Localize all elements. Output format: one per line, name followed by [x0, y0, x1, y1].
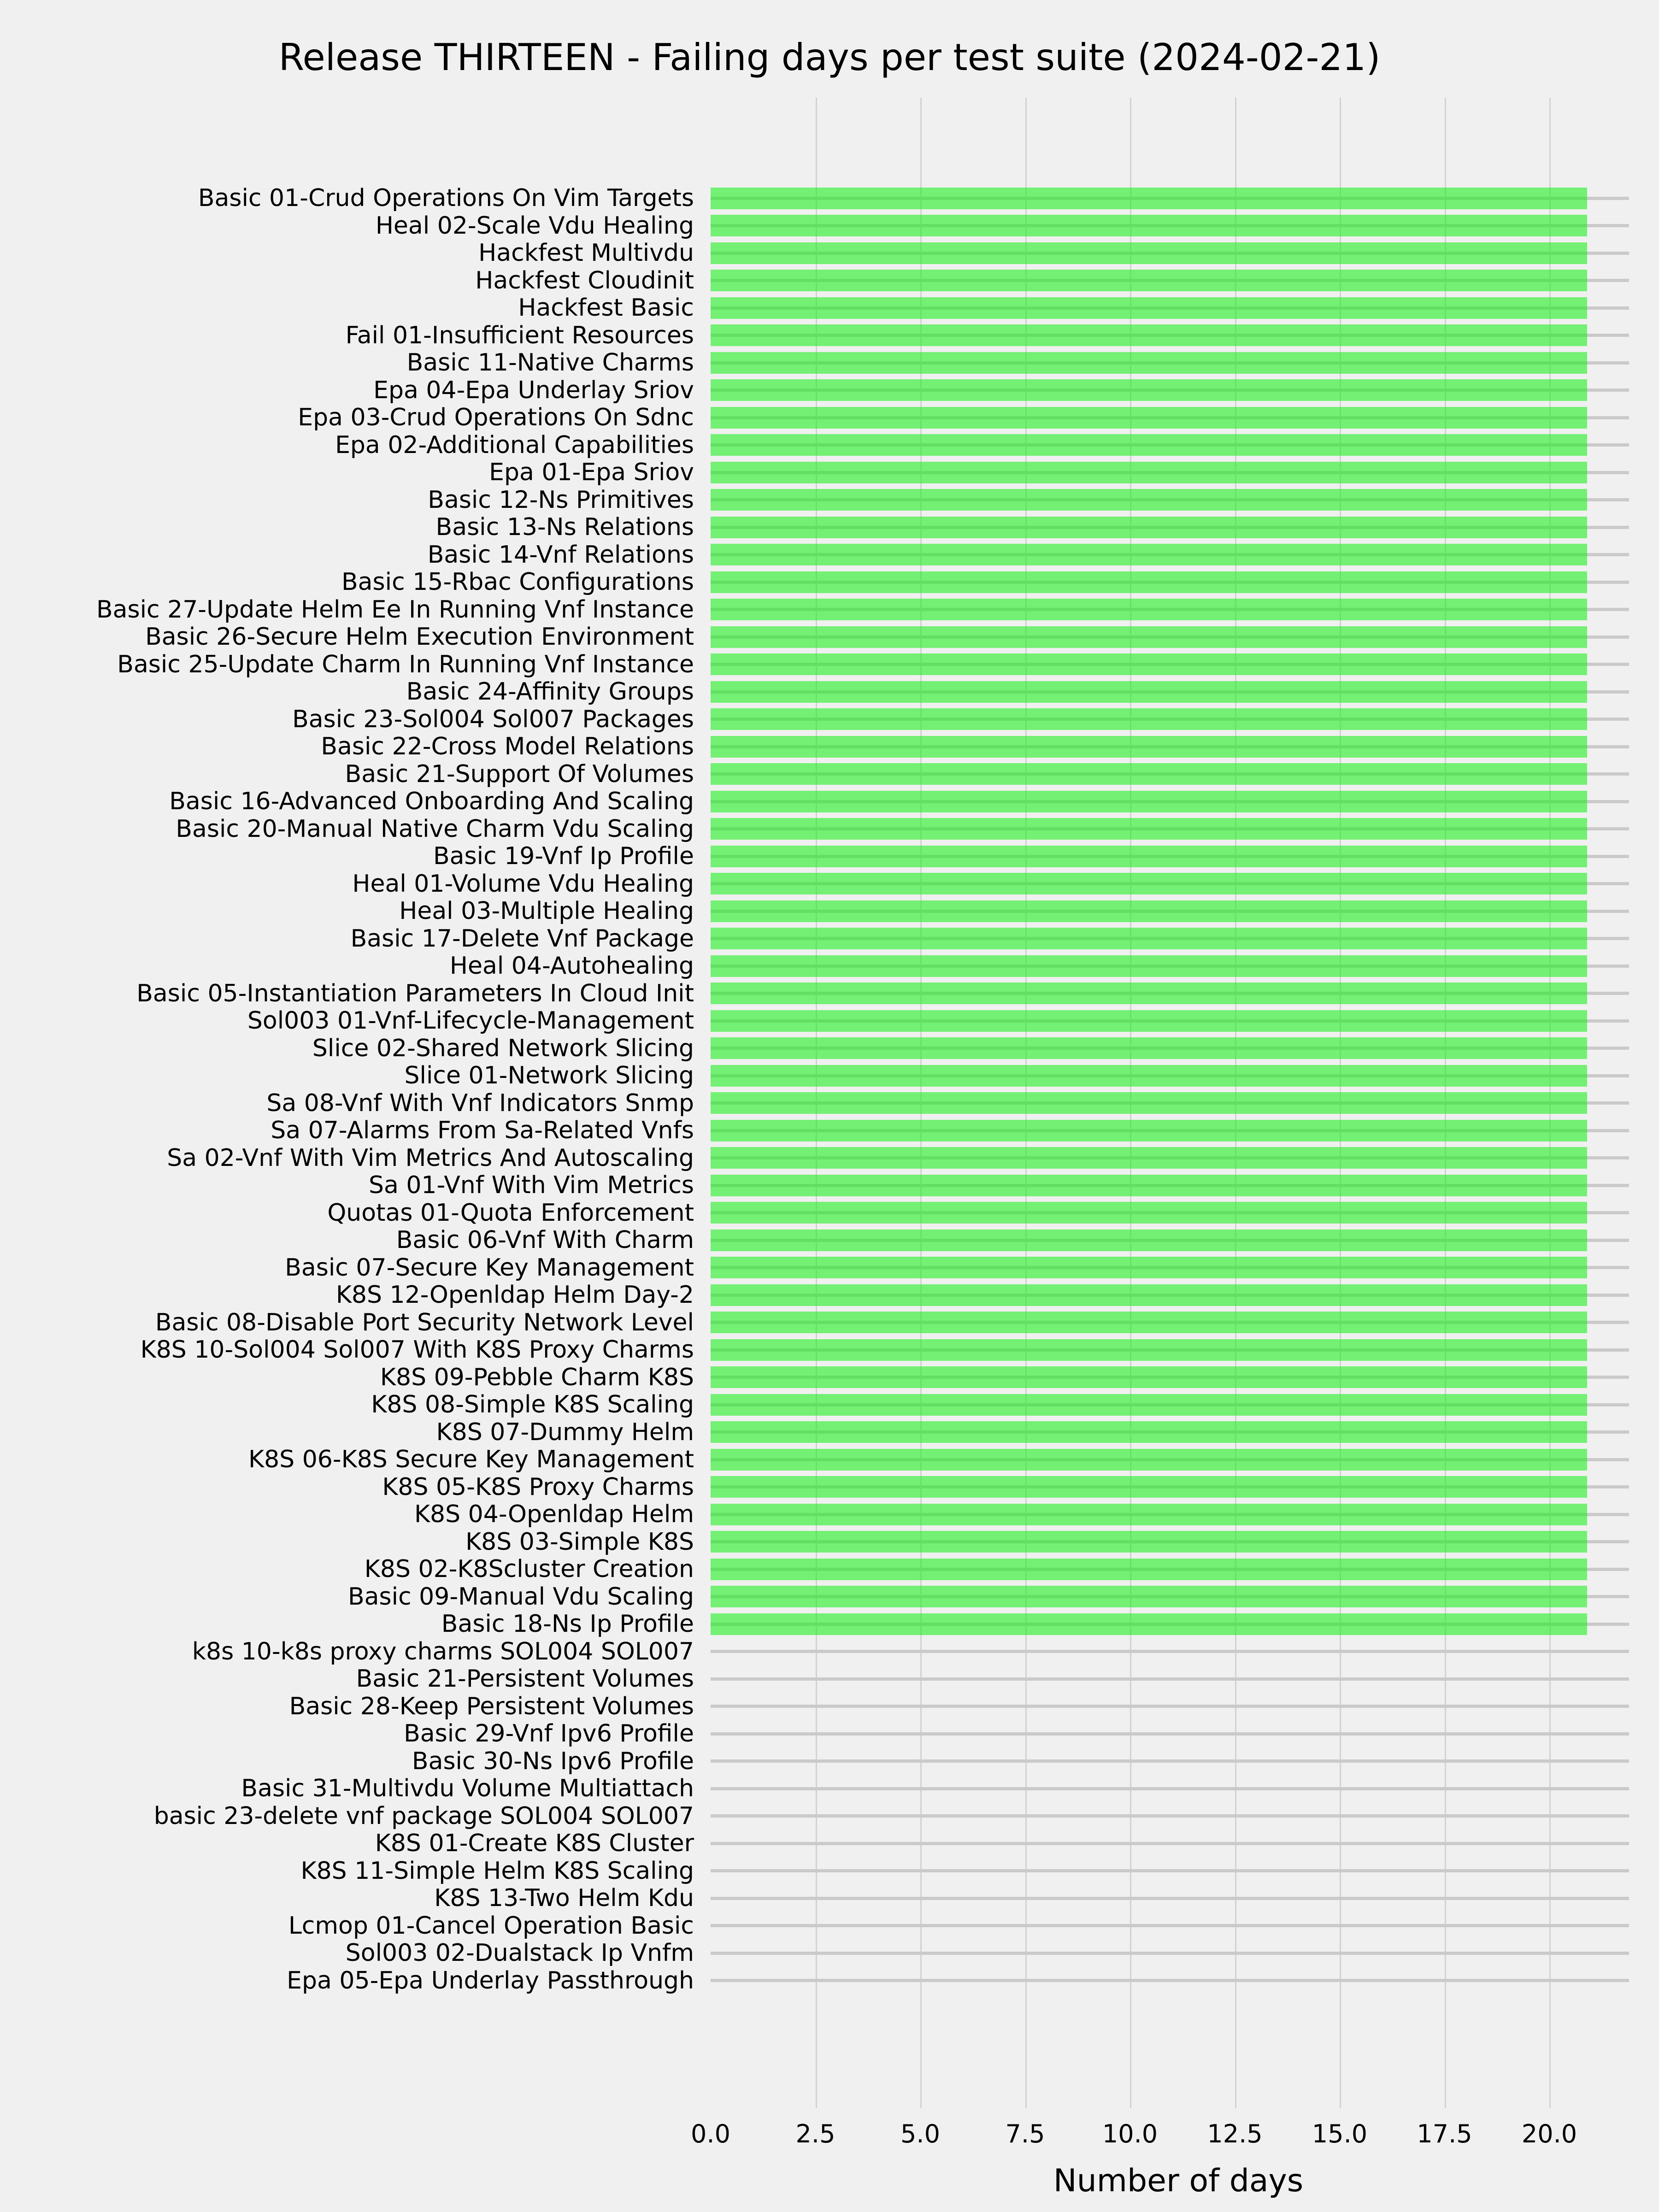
y-tick-label: Epa 03-Crud Operations On Sdnc [298, 404, 694, 431]
y-tick-label: Epa 01-Epa Sriov [489, 459, 694, 486]
y-tick-label: Basic 19-Vnf Ip Profile [433, 842, 694, 870]
y-tick-label: Basic 08-Disable Port Security Network Level [155, 1309, 694, 1336]
y-tick-label: K8S 10-Sol004 Sol007 With K8S Proxy Charms [140, 1336, 694, 1364]
y-tick-label: Basic 21-Support Of Volumes [345, 760, 694, 788]
y-tick-label: Heal 02-Scale Vdu Healing [375, 212, 694, 240]
y-tick-label: Basic 13-Ns Relations [435, 513, 694, 541]
y-tick-label: Heal 01-Volume Vdu Healing [352, 870, 694, 898]
x-tick-label: 17.5 [1417, 2119, 1472, 2148]
y-tick-label: Hackfest Basic [518, 294, 694, 322]
y-tick-label: Basic 14-Vnf Relations [427, 541, 694, 569]
x-axis-label: Number of days [1053, 2162, 1304, 2199]
y-tick-label: Sol003 02-Dualstack Ip Vnfm [345, 1939, 694, 1967]
x-tick-label: 15.0 [1312, 2119, 1368, 2148]
y-tick-label: K8S 06-K8S Secure Key Management [248, 1446, 694, 1473]
y-tick-label: K8S 11-Simple Helm K8S Scaling [300, 1857, 694, 1885]
y-tick-label: Basic 22-Cross Model Relations [321, 733, 694, 760]
x-tick-label: 2.5 [795, 2119, 835, 2148]
y-tick-label: Sa 08-Vnf With Vnf Indicators Snmp [266, 1089, 694, 1117]
y-tick-label: Basic 11-Native Charms [406, 349, 694, 377]
y-tick-label: Basic 21-Persistent Volumes [356, 1665, 694, 1693]
y-tick-label: Slice 02-Shared Network Slicing [312, 1035, 694, 1062]
y-tick-label: K8S 09-Pebble Charm K8S [380, 1364, 694, 1391]
y-tick-label: Basic 01-Crud Operations On Vim Targets [198, 184, 694, 212]
y-tick-label: Quotas 01-Quota Enforcement [327, 1199, 694, 1227]
y-tick-label: Basic 20-Manual Native Charm Vdu Scaling [176, 815, 694, 843]
y-tick-label: Sa 07-Alarms From Sa-Related Vnfs [271, 1117, 694, 1144]
x-tick-label: 10.0 [1102, 2119, 1158, 2148]
y-tick-label: Basic 07-Secure Key Management [285, 1254, 694, 1282]
y-tick-label: Basic 09-Manual Vdu Scaling [347, 1583, 694, 1611]
y-tick-label: K8S 03-Simple K8S [465, 1528, 694, 1556]
y-tick-label: Basic 15-Rbac Configurations [341, 568, 694, 596]
y-tick-label: K8S 04-Openldap Helm [414, 1500, 694, 1528]
y-tick-label: Basic 06-Vnf With Charm [396, 1226, 694, 1254]
y-tick-label: Basic 12-Ns Primitives [428, 486, 694, 514]
y-tick-label: K8S 12-Openldap Helm Day-2 [335, 1281, 694, 1309]
y-tick-label: Heal 04-Autohealing [449, 952, 694, 980]
x-tick-label: 7.5 [1005, 2119, 1045, 2148]
y-tick-label: Epa 05-Epa Underlay Passthrough [287, 1967, 694, 1994]
y-tick-label: Basic 25-Update Charm In Running Vnf Instance [117, 651, 694, 678]
y-tick-label: K8S 07-Dummy Helm [436, 1418, 694, 1446]
y-tick-label: Basic 26-Secure Helm Execution Environment [145, 623, 694, 651]
y-tick-label: K8S 02-K8Scluster Creation [364, 1555, 694, 1583]
y-tick-label: K8S 08-Simple K8S Scaling [371, 1391, 694, 1418]
y-tick-label: Basic 31-Multivdu Volume Multiattach [241, 1775, 694, 1802]
y-tick-label: Basic 23-Sol004 Sol007 Packages [292, 706, 694, 733]
x-tick-label: 0.0 [691, 2119, 730, 2148]
y-tick-label: K8S 05-K8S Proxy Charms [382, 1473, 694, 1501]
y-tick-label: Basic 30-Ns Ipv6 Profile [412, 1747, 694, 1775]
y-tick-label: K8S 01-Create K8S Cluster [375, 1830, 694, 1857]
y-tick-label: Basic 27-Update Helm Ee In Running Vnf Instance [96, 596, 694, 624]
y-tick-label: Epa 02-Additional Capabilities [335, 431, 694, 459]
y-tick-label: Hackfest Multivdu [478, 239, 694, 267]
y-tick-label: Hackfest Cloudinit [475, 267, 694, 294]
x-tick-label: 12.5 [1207, 2119, 1263, 2148]
y-tick-label: Basic 17-Delete Vnf Package [350, 925, 694, 953]
y-tick-label: basic 23-delete vnf package SOL004 SOL007 [153, 1802, 694, 1830]
y-tick-label: Basic 16-Advanced Onboarding And Scaling [169, 788, 694, 815]
y-tick-label: Basic 05-Instantiation Parameters In Cloud Init [136, 980, 694, 1007]
y-tick-label: Heal 03-Multiple Healing [399, 897, 694, 925]
y-tick-label: k8s 10-k8s proxy charms SOL004 SOL007 [192, 1638, 694, 1665]
y-tick-label: Basic 28-Keep Persistent Volumes [289, 1693, 694, 1720]
y-tick-label: Sol003 01-Vnf-Lifecycle-Management [247, 1007, 694, 1035]
y-tick-label: Fail 01-Insufficient Resources [345, 322, 694, 349]
y-tick-label: K8S 13-Two Helm Kdu [434, 1884, 694, 1912]
y-tick-label: Basic 29-Vnf Ipv6 Profile [404, 1720, 694, 1747]
y-tick-label: Lcmop 01-Cancel Operation Basic [288, 1912, 694, 1940]
y-tick-label: Basic 24-Affinity Groups [406, 678, 694, 706]
x-tick-label: 5.0 [900, 2119, 940, 2148]
y-tick-label: Epa 04-Epa Underlay Sriov [373, 377, 694, 404]
y-tick-label: Basic 18-Ns Ip Profile [441, 1610, 694, 1638]
x-tick-label: 20.0 [1521, 2119, 1577, 2148]
y-tick-label: Slice 01-Network Slicing [404, 1062, 694, 1089]
y-tick-label: Sa 02-Vnf With Vim Metrics And Autoscaling [167, 1144, 694, 1172]
chart-title: Release THIRTEEN - Failing days per test suite (2024-02-21) [278, 35, 1381, 79]
y-tick-label: Sa 01-Vnf With Vim Metrics [368, 1171, 694, 1199]
